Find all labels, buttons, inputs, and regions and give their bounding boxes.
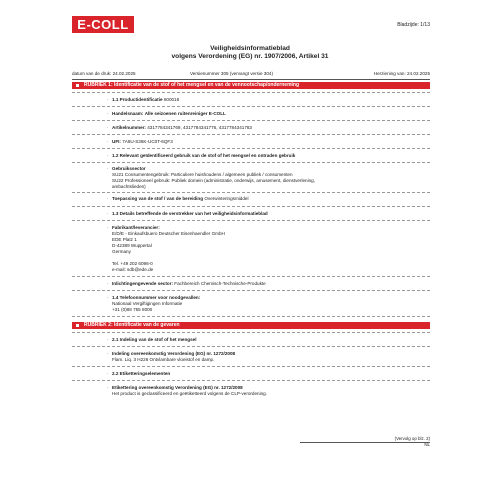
dashed-divider bbox=[72, 316, 430, 317]
address-line: Germany bbox=[112, 249, 131, 254]
dashed-divider bbox=[72, 220, 430, 221]
dashed-divider bbox=[72, 134, 430, 135]
classification-heading: 2.1 Indeling van de stof of het mengsel bbox=[112, 337, 197, 342]
article-number-row: Artikelnummer: 4317784341769, 4317784341776, 4317784341783 bbox=[112, 125, 252, 130]
dashed-divider bbox=[72, 380, 430, 381]
bullet-icon: · bbox=[107, 295, 109, 300]
bullet-icon: · bbox=[107, 225, 109, 230]
bullet-icon: · bbox=[107, 337, 109, 342]
divider bbox=[72, 79, 430, 80]
section-heading-1 bbox=[72, 82, 430, 89]
section-heading-text: RUBRIEK 2: Identificatie van de gevaren bbox=[84, 322, 180, 328]
meta-row bbox=[72, 70, 430, 78]
address-line: D-42389 Wuppertal bbox=[112, 243, 152, 248]
application-row: Toepassing van de stof / van de bereiding Overwinteringsmiddel bbox=[112, 196, 249, 201]
dashed-divider bbox=[72, 192, 430, 193]
revision-date: Herziening van: 24.02.2025 bbox=[373, 71, 430, 76]
page-number: Bladzijde: 1/13 bbox=[397, 22, 430, 28]
sector-su22-line1: SU22 Professioneel gebruik: Publiek domein (administratie, onderwijs, amusement, dienstverlening, bbox=[112, 178, 315, 183]
document-title bbox=[0, 45, 500, 61]
bullet-icon bbox=[76, 84, 79, 87]
title-sub: volgens Verordening (EG) nr. 1907/2006, Artikel 31 bbox=[171, 53, 329, 60]
dashed-divider bbox=[72, 290, 430, 291]
bullet-icon bbox=[76, 324, 79, 327]
language-code: NL bbox=[424, 442, 430, 447]
dashed-divider bbox=[72, 162, 430, 163]
emergency-line: Nationaal Vergiftigingen Informatie bbox=[112, 301, 183, 306]
bullet-icon: · bbox=[107, 166, 109, 171]
sector-heading: Gebruikssector bbox=[112, 166, 146, 171]
relevant-use-heading: 1.2 Relevant geïdentificeerd gebruik van de stof of het mengsel en ontraden gebruik bbox=[112, 153, 296, 158]
address-line: EDE Platz 1 bbox=[112, 237, 137, 242]
version-number: Versienummer 305 (vervangt versie 304) bbox=[190, 71, 273, 76]
bullet-icon: · bbox=[107, 351, 109, 356]
labelling-text: Het product is geclassificeerd en geëtiketteerd volgens de CLP-verordening. bbox=[112, 391, 267, 396]
classification-regulation: Indeling overeenkomstig Verordening (EG) nr. 1272/2008 bbox=[112, 351, 236, 356]
title-main: Veiligheidsinformatieblad bbox=[210, 45, 290, 52]
hazard-statement: Flam. Liq. 3 H226 Ontvlambare vloeistof en damp. bbox=[112, 357, 215, 362]
dashed-divider bbox=[72, 120, 430, 121]
company-logo: E-COLL bbox=[72, 16, 134, 33]
dashed-divider bbox=[72, 366, 430, 367]
bullet-icon: · bbox=[107, 281, 109, 286]
bullet-icon: · bbox=[107, 211, 109, 216]
bullet-icon: · bbox=[107, 371, 109, 376]
section-heading-text: RUBRIEK 1: Identificatie van de stof of het mengsel en van de vennootschap/onderneming bbox=[84, 82, 300, 88]
bullet-icon: · bbox=[107, 97, 109, 102]
bullet-icon: · bbox=[107, 153, 109, 158]
footer-divider bbox=[300, 442, 430, 443]
email-line: e-mail: sdb@ede.de bbox=[112, 267, 154, 272]
product-id-row: 1.1 Productidentificatie 600018 bbox=[112, 97, 180, 102]
sector-su21: SU21 Consumentengebruik: Particuliere huishoudens / algemeen publiek / consumenten bbox=[112, 172, 293, 177]
dashed-divider bbox=[72, 276, 430, 277]
dashed-divider bbox=[72, 92, 430, 93]
info-sector-row: Inlichtingengevende sector: Fachbereich Chemisch-Technische-Produkte bbox=[112, 281, 266, 286]
emergency-phone-heading: 1.4 Telefoonnummer voor noodgevallen: bbox=[112, 295, 201, 300]
dashed-divider bbox=[72, 106, 430, 107]
dashed-divider bbox=[72, 148, 430, 149]
bullet-icon: · bbox=[107, 139, 109, 144]
section-heading-2 bbox=[72, 322, 430, 329]
sector-su22-line2: ambachtslieden) bbox=[112, 184, 146, 189]
supplier-details-heading: 1.3 Details betreffende de verstrekker van het veiligheidsinformatieblad bbox=[112, 211, 268, 216]
dashed-divider bbox=[72, 206, 430, 207]
phone-line: Tel. +49 202 6096-0 bbox=[112, 261, 153, 266]
bullet-icon: · bbox=[107, 385, 109, 390]
continued-note: (Vervolg op blz. 2) bbox=[394, 436, 430, 441]
print-date: datum van de druk: 24.02.2025 bbox=[72, 71, 136, 76]
dashed-divider bbox=[72, 332, 430, 333]
manufacturer-heading: Fabrikant/leverancier: bbox=[112, 225, 160, 230]
ufi-row: UFI: 7A8U-S36K-UC0T-6QF3 bbox=[112, 139, 173, 144]
bullet-icon: · bbox=[107, 125, 109, 130]
bullet-icon: · bbox=[107, 111, 109, 116]
emergency-line: +31 (0)88 755 8000 bbox=[112, 307, 153, 312]
labelling-heading: 2.2 Etiketteringselementen bbox=[112, 371, 171, 376]
address-line: E/D/E - Einkaufsbuero Deutscher Eisenhaendler GmbH bbox=[112, 231, 225, 236]
bullet-icon: · bbox=[107, 196, 109, 201]
labelling-regulation: Etikettering overeenkomstig Verordening (EG) nr. 1272/2008 bbox=[112, 385, 243, 390]
dashed-divider bbox=[72, 346, 430, 347]
trade-name-row: Handelsnaam: Alle seizoenen ruitenreiniger E-COLL bbox=[112, 111, 226, 116]
